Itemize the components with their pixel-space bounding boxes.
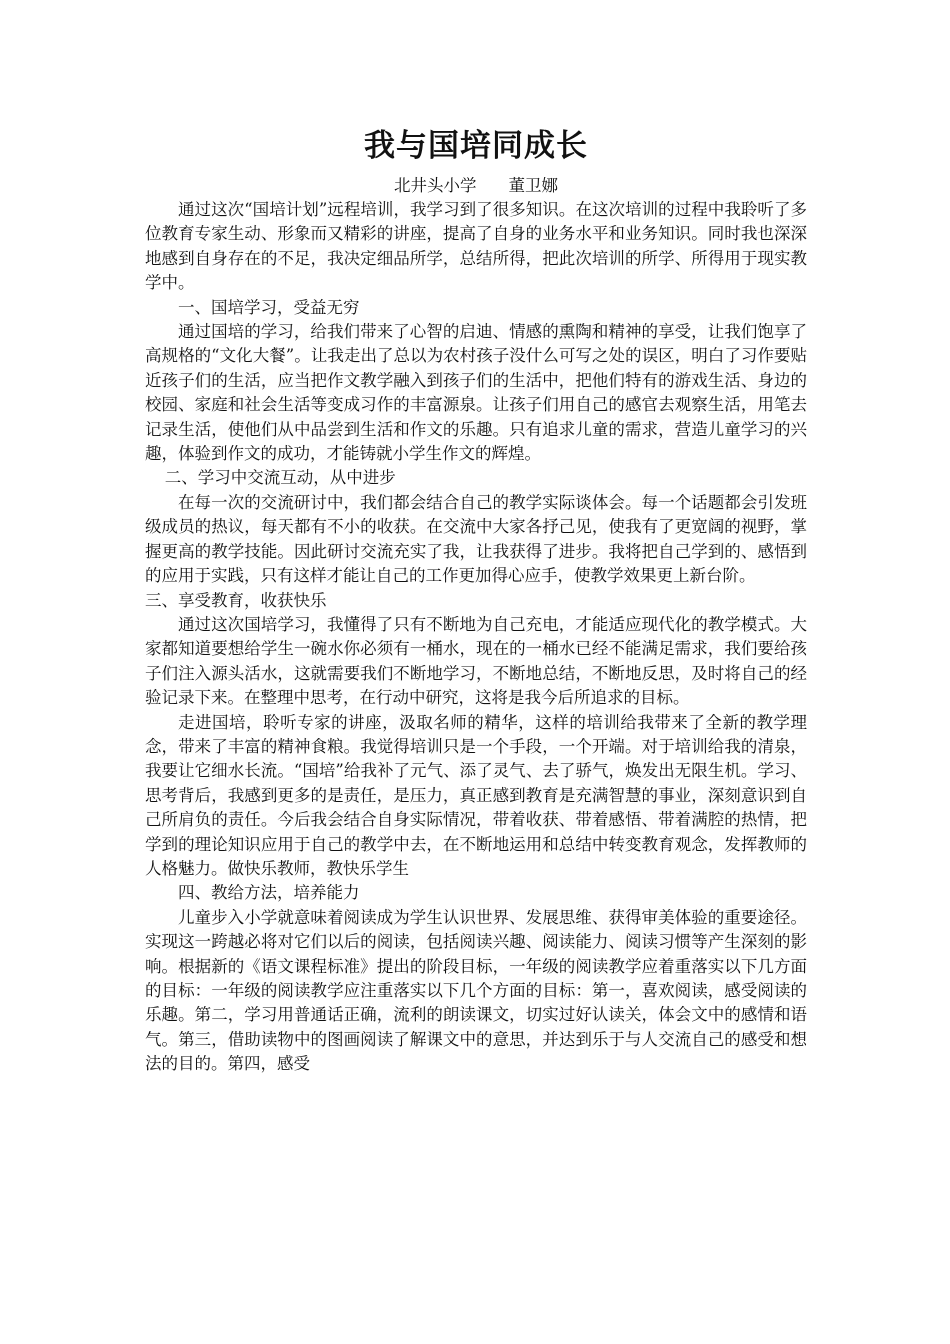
paragraph-section-2: 在每一次的交流研讨中，我们都会结合自己的教学实际谈体会。每一个话题都会引发班级成员的热议，每天都有不小的收获。在交流中大家各抒己见，使我有了更宽阔的视野，掌握更高的教学技能。因此研讨交流充实了我，让我获得了进步。我将把自己学到的、感悟到的应用于实践，只有这样才能让自己的工作更加得心应手，使教学效果更上新台阶。 — [145, 492, 807, 586]
paragraph-section-4: 儿童步入小学就意味着阅读成为学生认识世界、发展思维、获得审美体验的重要途径。实现这一跨越必将对它们以后的阅读，包括阅读兴趣、阅读能力、阅读习惯等产生深刻的影响。根据新的《语文课程标准》提出的阶段目标，一年级的阅读教学应着重落实以下几方面的目标：一年级的阅读教学应注重落实以下几个方面的目标：第一，喜欢阅读，感受阅读的乐趣。第二，学习用普通话正确，流利的朗读课文，切实过好认读关，体会文中的感情和语气。第三，借助读物中的图画阅读了解课文中的意思，并达到乐于与人交流自己的感受和想法的目的。第四，感受 — [145, 907, 807, 1074]
section-heading-4: 四、教给方法，培养能力 — [178, 883, 360, 903]
author-name: 董卫娜 — [508, 176, 558, 195]
document-page — [145, 122, 807, 1077]
paragraph-intro: 通过这次“国培计划”远程培训，我学习到了很多知识。在这次培训的过程中我聆听了多位教育专家生动、形象而又精彩的讲座，提高了自身的业务水平和业务知识。同时我也深深地感到自身存在的不足，我决定细品所学，总结所得，把此次培训的所学、所得用于现实教学中。 — [145, 200, 807, 293]
section-heading-1: 一、国培学习，受益无穷 — [178, 297, 360, 317]
section-heading-3: 三、享受教育，收获快乐 — [145, 590, 327, 610]
document-title: 我与国培同成长 — [364, 128, 588, 164]
byline — [145, 174, 807, 198]
author-school: 北井头小学 — [394, 176, 477, 195]
paragraph-section-1: 通过国培的学习，给我们带来了心智的启迪、情感的熏陶和精神的享受，让我们饱享了高规格的“文化大餐”。让我走出了总以为农村孩子没什么可写之处的误区，明白了习作要贴近孩子们的生活，应当把作文教学融入到孩子们的生活中，把他们特有的游戏生活、身边的校园、家庭和社会生活等变成习作的丰富源泉。让孩子们用自己的感官去观察生活，用笔去记录生活，使他们从中品尝到生活和作文的乐趣。只有追求儿童的需求，营造儿童学习的兴趣，体验到作文的成功，才能铸就小学生作文的辉煌。 — [145, 322, 807, 464]
paragraph-section-3b: 走进国培，聆听专家的讲座，汲取名师的精华，这样的培训给我带来了全新的教学理念，带来了丰富的精神食粮。我觉得培训只是一个手段，一个开端。对于培训给我的清泉，我要让它细水长流。“国培”给我补了元气、添了灵气、去了骄气，焕发出无限生机。学习、思考背后，我感到更多的是责任，是压力，真正感到教育是充满智慧的事业，深刻意识到自己所肩负的责任。今后我会结合自身实际情况，带着收获、带着感悟、带着满腔的热情，把学到的理论知识应用于自己的教学中去，在不断地运用和总结中转变教育观念，发挥教师的人格魅力。做快乐教师，教快乐学生 — [145, 712, 807, 878]
section-heading-2: 二、学习中交流互动，从中进步 — [164, 468, 396, 488]
paragraph-section-3a: 通过这次国培学习，我懂得了只有不断地为自己充电，才能适应现代化的教学模式。大家都知道要想给学生一碗水你必须有一桶水，现在的一桶水已经不能满足需求，我们要给孩子们注入源头活水，这就需要我们不断地学习，不断地总结，不断地反思，及时将自己的经验记录下来。在整理中思考，在行动中研究，这将是我今后所追求的目标。 — [145, 614, 807, 708]
